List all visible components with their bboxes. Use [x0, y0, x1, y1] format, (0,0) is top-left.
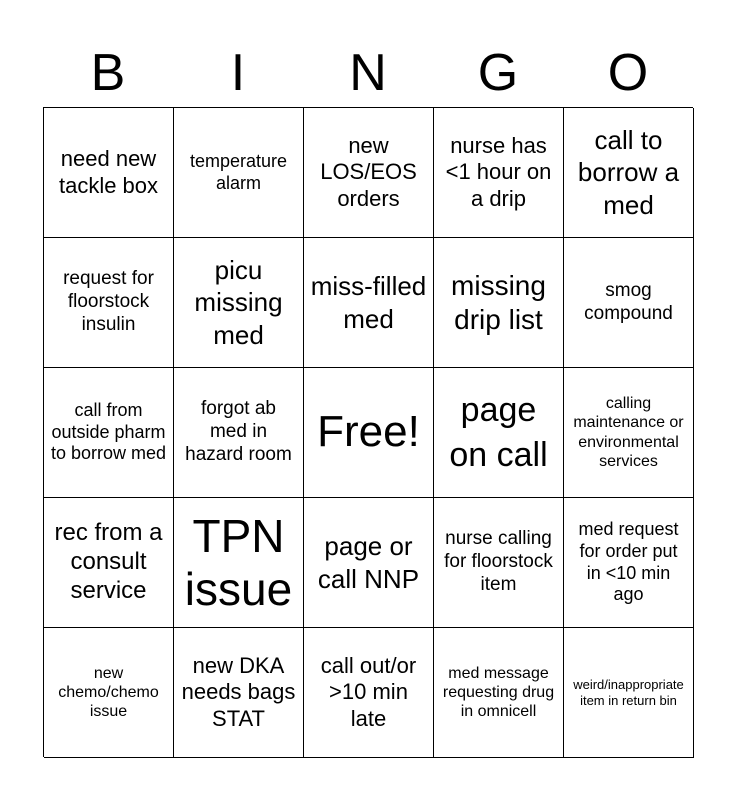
header-letter-n: N: [349, 44, 387, 102]
bingo-cell[interactable]: [304, 238, 434, 368]
bingo-board: [43, 107, 693, 757]
bingo-cell[interactable]: [174, 368, 304, 498]
header-letter-o: O: [607, 44, 649, 102]
bingo-cell-text: call to borrow a med: [577, 124, 680, 220]
bingo-cell[interactable]: [434, 368, 564, 498]
bingo-cell-text: picu missing med: [194, 254, 283, 350]
bingo-cell[interactable]: [434, 498, 564, 628]
bingo-cell-text: page or call NNP: [317, 531, 420, 594]
bingo-cell[interactable]: [564, 238, 694, 368]
bingo-cell[interactable]: [564, 628, 694, 758]
bingo-cell[interactable]: [44, 368, 174, 498]
bingo-cell[interactable]: [564, 368, 694, 498]
bingo-cell[interactable]: [564, 498, 694, 628]
bingo-cell[interactable]: [434, 108, 564, 238]
bingo-cell-text: nurse has <1 hour on a drip: [445, 132, 552, 211]
bingo-cell-text: med request for order put in <10 min ago: [578, 519, 679, 605]
bingo-cell[interactable]: [434, 238, 564, 368]
bingo-cell-text: miss-filled med: [310, 271, 427, 334]
bingo-cell-text: call out/or >10 min late: [320, 652, 417, 731]
bingo-cell[interactable]: [174, 238, 304, 368]
bingo-cell-text: page on call: [449, 391, 548, 474]
bingo-cell-text: TPN issue: [184, 509, 293, 615]
bingo-cell[interactable]: [174, 498, 304, 628]
header-letter-b: B: [90, 44, 126, 102]
header-letter-g: G: [477, 44, 519, 102]
bingo-header: [43, 38, 693, 108]
bingo-cell[interactable]: [174, 108, 304, 238]
bingo-cell[interactable]: [564, 108, 694, 238]
bingo-cell-text: calling maintenance or environmental services: [573, 395, 684, 470]
bingo-cell[interactable]: [304, 628, 434, 758]
bingo-cell-text: missing drip list: [451, 269, 546, 335]
bingo-free-cell[interactable]: [304, 368, 434, 498]
bingo-cell[interactable]: [434, 628, 564, 758]
bingo-cell-text: smog compound: [584, 279, 673, 324]
bingo-cell-text: new LOS/EOS orders: [320, 132, 417, 211]
bingo-cell-text: rec from a consult service: [54, 519, 163, 604]
bingo-cell[interactable]: [304, 498, 434, 628]
bingo-cell[interactable]: [44, 108, 174, 238]
header-letter-i: I: [230, 44, 246, 102]
bingo-cell-text: call from outside pharm to borrow med: [50, 400, 167, 464]
bingo-cell-text: med message requesting drug in omnicell: [442, 664, 555, 721]
bingo-cell-text: forgot ab med in hazard room: [185, 398, 292, 465]
bingo-cell-text: Free!: [317, 407, 420, 457]
bingo-cell[interactable]: [44, 238, 174, 368]
bingo-cell-text: weird/inappropriate item in return bin: [573, 676, 684, 708]
bingo-cell-text: request for floorstock insulin: [63, 268, 154, 335]
bingo-cell-text: nurse calling for floorstock item: [444, 528, 553, 595]
bingo-cell-text: temperature alarm: [189, 150, 288, 193]
bingo-cell-text: new DKA needs bags STAT: [181, 652, 296, 731]
bingo-cell[interactable]: [44, 628, 174, 758]
bingo-cell[interactable]: [174, 628, 304, 758]
bingo-cell[interactable]: [44, 498, 174, 628]
bingo-cell-text: need new tackle box: [58, 146, 159, 198]
bingo-cell-text: new chemo/chemo issue: [58, 664, 159, 721]
bingo-cell[interactable]: [304, 108, 434, 238]
